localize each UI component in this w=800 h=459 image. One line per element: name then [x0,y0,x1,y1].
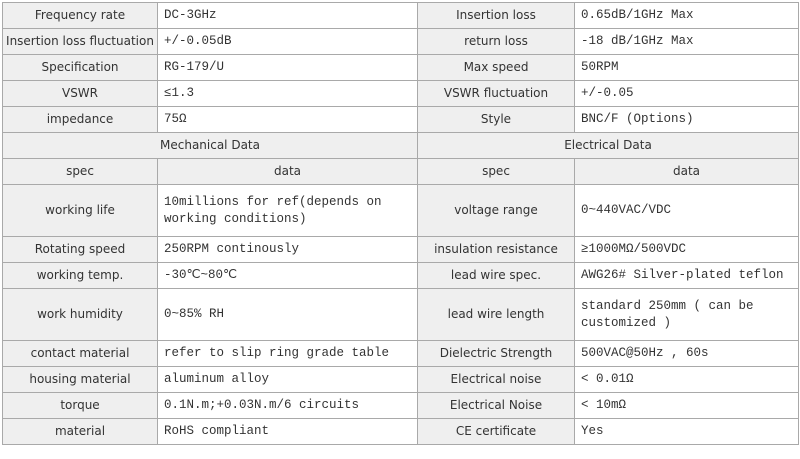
spec-value: RG-179/U [158,55,418,81]
spec-label: return loss [418,29,575,55]
spec-label: voltage range [418,185,575,237]
spec-label: Specification [3,55,158,81]
table-row [3,29,799,55]
spec-label: material [3,419,158,445]
table-row [3,55,799,81]
section-header-row [3,133,799,159]
spec-column-header: spec [418,159,575,185]
spec-value: -30℃~80℃ [158,263,418,289]
spec-label: Frequency rate [3,3,158,29]
spec-label: work humidity [3,289,158,341]
spec-label: impedance [3,107,158,133]
column-header-row [3,159,799,185]
spec-label: working temp. [3,263,158,289]
spec-label: Electrical Noise [418,393,575,419]
spec-value: BNC/F (Options) [575,107,799,133]
table-row [3,289,799,341]
table-row [3,419,799,445]
spec-value: +/-0.05dB [158,29,418,55]
spec-value: 50RPM [575,55,799,81]
spec-table [2,2,799,445]
spec-value: Yes [575,419,799,445]
spec-label: torque [3,393,158,419]
spec-label: VSWR fluctuation [418,81,575,107]
spec-value: 75Ω [158,107,418,133]
table-row [3,107,799,133]
spec-value: ≤1.3 [158,81,418,107]
spec-value: -18 dB/1GHz Max [575,29,799,55]
spec-label: housing material [3,367,158,393]
mechanical-data-header: Mechanical Data [3,133,418,159]
spec-value: 250RPM continously [158,237,418,263]
spec-value: < 10mΩ [575,393,799,419]
spec-label: lead wire length [418,289,575,341]
spec-label: Insertion loss [418,3,575,29]
spec-value: < 0.01Ω [575,367,799,393]
spec-value: 0~440VAC/VDC [575,185,799,237]
electrical-data-header: Electrical Data [418,133,799,159]
spec-label: contact material [3,341,158,367]
spec-value: 0.1N.m;+0.03N.m/6 circuits [158,393,418,419]
spec-label: lead wire spec. [418,263,575,289]
data-column-header: data [575,159,799,185]
spec-value: +/-0.05 [575,81,799,107]
table-row [3,237,799,263]
spec-label: working life [3,185,158,237]
data-column-header: data [158,159,418,185]
spec-value: standard 250mm ( can be customized ) [575,289,799,341]
spec-label: Rotating speed [3,237,158,263]
spec-value: ≥1000MΩ/500VDC [575,237,799,263]
spec-value: 500VAC@50Hz , 60s [575,341,799,367]
spec-value: 0~85% RH [158,289,418,341]
spec-value: DC-3GHz [158,3,418,29]
spec-column-header: spec [3,159,158,185]
spec-value: RoHS compliant [158,419,418,445]
table-row [3,3,799,29]
table-row [3,185,799,237]
spec-label: insulation resistance [418,237,575,263]
spec-label: Dielectric Strength [418,341,575,367]
table-row [3,367,799,393]
spec-value: 10millions for ref(depends on working conditions) [158,185,418,237]
spec-value: 0.65dB/1GHz Max [575,3,799,29]
spec-label: Insertion loss fluctuation [3,29,158,55]
spec-label: Style [418,107,575,133]
table-row [3,81,799,107]
spec-value: AWG26# Silver-plated teflon [575,263,799,289]
table-row [3,393,799,419]
spec-label: Max speed [418,55,575,81]
spec-value: refer to slip ring grade table [158,341,418,367]
spec-label: Electrical noise [418,367,575,393]
spec-value: aluminum alloy [158,367,418,393]
spec-label: CE certificate [418,419,575,445]
table-row [3,341,799,367]
spec-label: VSWR [3,81,158,107]
table-row [3,263,799,289]
